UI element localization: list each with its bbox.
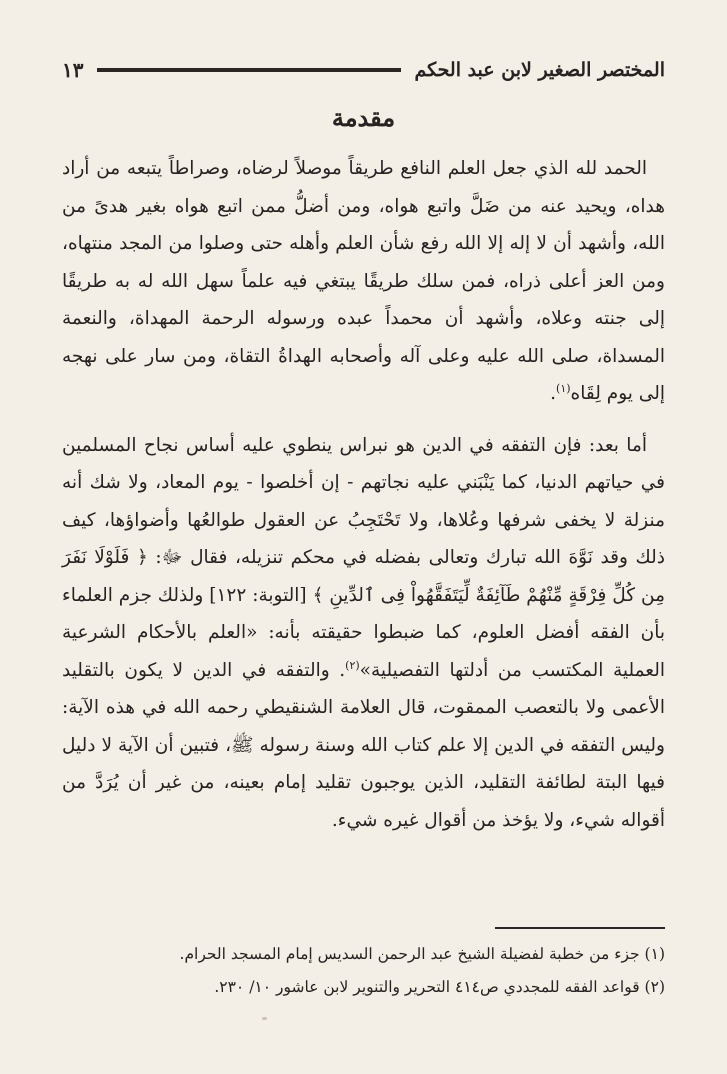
paragraph-introduction-text: الحمد لله الذي جعل العلم النافع طريقاً موصلاً لرضاه، وصراطاً يتبعه من أراد هداه، ويحيد عنه من ضَلَّ واتبع هواه، ومن أضلُّ ممن اتبع هواه بغير هدىً من الله، وأشهد أن لا إله إلا الله رفع شأن العلم وأهله حتى وصلوا من المجد منتهاه، ومن العز أعلى ذراه، فمن سلك طريقًا يبتغي فيه علماً سهل الله له به طريقًا إلى جنته وعلاه، وأشهد أن محمداً عبده ورسوله الرحمة المهداة، والنعمة المسداة، صلى الله عليه وعلى آله وأصحابه الهداةُ التقاة، ومن سار على نهجه إلى يوم لِقَاه — [62, 158, 665, 404]
paragraph-main-text-before: أما بعد: فإن التفقه في الدين هو نبراس ينطوي عليه أساس نجاح المسلمين في حياتهم الدنيا، كما يَنْبَني عليه نجاتهم - إن أخلصوا - يوم المعاد، ولا شك أنه منزلة لا يخفى شرفها وعُلاها، ولا تَحْتَجِبُ عن العقول طوالعُها وأضواؤها، كيف ذلك وقد نَوَّهَ الله تبارك وتعالى بفضله في محكم تنزيله، فقال ﷻ: ﴿ فَلَوْلَا نَفَرَ مِن كُلِّ فِرْقَةٍ مِّنْهُمْ طَآئِفَةٌ لِّيَتَفَقَّهُواْ فِى ٱلدِّينِ ﴾ [التوبة: ١٢٢] ولذلك جزم العلماء بأن الفقه أفضل العلوم، كما ضبطوا حقيقته بأنه: «العلم بالأحكام الشرعية العملية المكتسب من أدلتها التفصيلية» — [62, 434, 665, 681]
footnote-2: (٢) قواعد الفقه للمجددي ص٤١٤ التحرير والتنوير لابن عاشور ١٠/ ٢٣٠. — [214, 978, 665, 996]
footnote-1: (١) جزء من خطبة لفضيلة الشيخ عبد الرحمن السديس إمام المسجد الحرام. — [179, 945, 665, 963]
paragraph-main — [62, 427, 665, 840]
body-text — [62, 150, 665, 839]
paper-speck — [262, 1017, 267, 1020]
running-header-title: المختصر الصغير لابن عبد الحكم — [414, 59, 665, 81]
section-title: مقدمة — [331, 103, 396, 132]
footnote-mark-1: (١) — [556, 381, 571, 395]
page-number: ١٣ — [62, 58, 84, 82]
paragraph-introduction: الحمد لله الذي جعل العلم النافع طريقاً موصلاً لرضاه، وصراطاً يتبعه من أراد هداه، ويحيد عنه من ضَلَّ واتبع هواه، ومن أضلُّ ممن اتبع هواه بغير هدىً من الله، وأشهد أن لا إله إلا الله رفع شأن العلم وأهله حتى وصلوا من المجد منتهاه، ومن العز أعلى ذراه، فمن سلك طريقًا يبتغي فيه علماً سهل الله له به طريقًا إلى جنته وعلاه، وأشهد أن محمداً عبده ورسوله الرحمة المهداة، والنعمة المسداة، صلى الله عليه وعلى آله وأصحابه الهداةُ التقاة، ومن سار على نهجه إلى يوم لِقَاه$^{(١)}$. — [62, 158, 665, 404]
footnote-mark-2: (٢) — [345, 658, 360, 672]
header-rule — [97, 68, 400, 72]
footnote-separator — [495, 927, 665, 929]
paragraph-main-text-after: . والتفقه في الدين لا يكون بالتقليد الأعمى ولا بالتعصب الممقوت، قال العلامة الشنقيطي رحمه الله في هذه الآية: وليس التفقه في الدين إلا علم كتاب الله وسنة رسوله ﷺ، فتبين أن الآية لا دليل فيها البتة لطائفة التقليد، الذين يوجبون تقليد إمام بعينه، من غير أن يُرَدَّ من أقواله شيء، ولا يؤخذ من أقوال غيره شيء. — [62, 659, 665, 831]
footnotes — [62, 938, 665, 1004]
running-header — [62, 54, 665, 86]
